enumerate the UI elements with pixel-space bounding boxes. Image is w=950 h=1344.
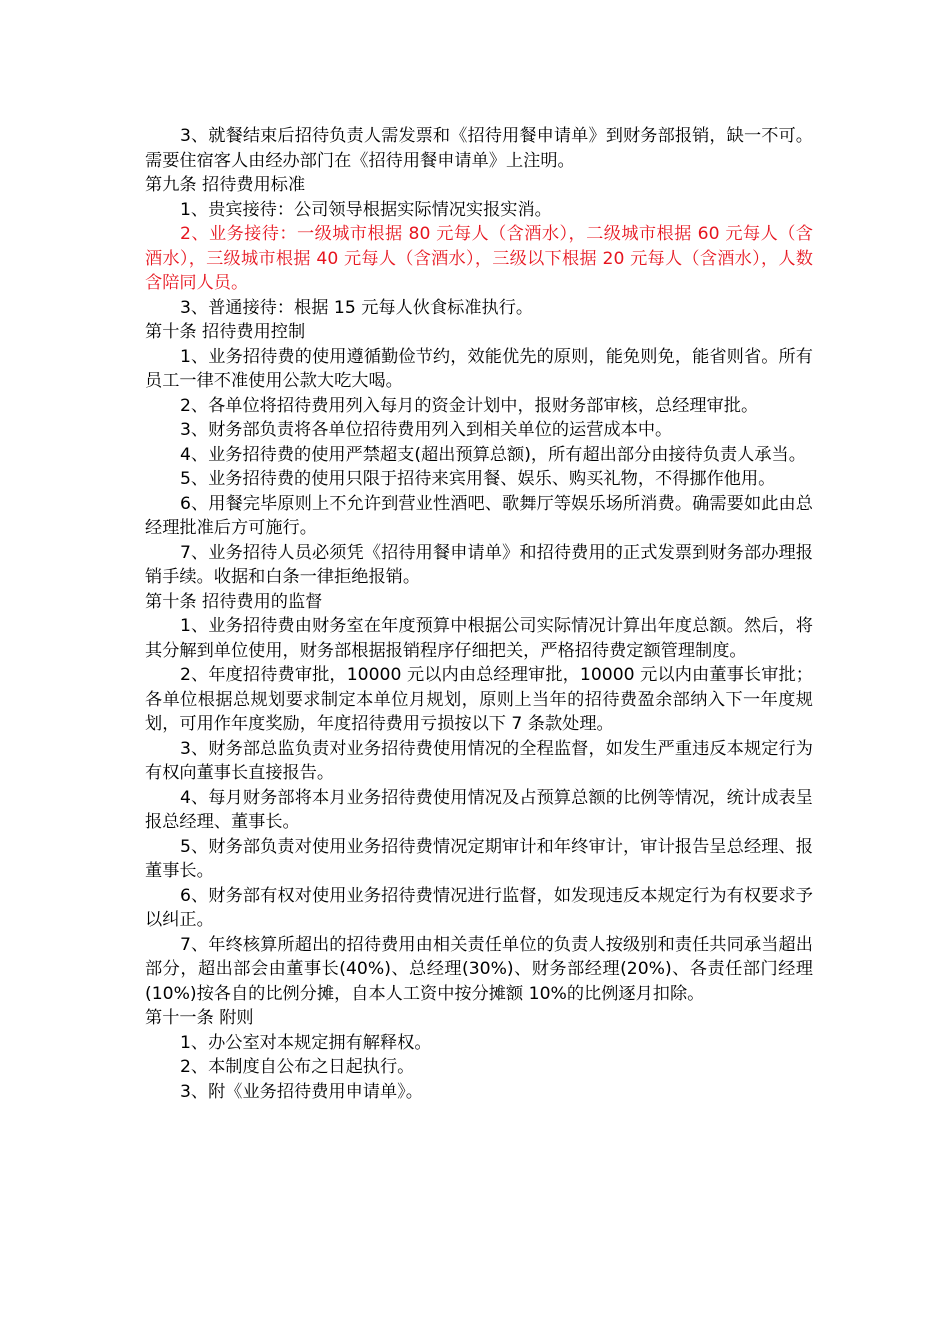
para-supervision-1: 1、业务招待费由财务室在年度预算中根据公司实际情况计算出年度总额。然后，将其分解到单位使用，财务部根据报销程序仔细把关，严格招待费定额管理制度。 [145,616,813,661]
para-normal-reception: 3、普通接待：根据 15 元每人伙食标准执行。 [180,297,534,318]
para-supervision-6: 6、财务部有权对使用业务招待费情况进行监督，如发现违反本规定行为有权要求予以纠正。 [145,885,813,930]
para-control-2: 2、各单位将招待费用列入每月的资金计划中，报财务部审核，总经理审批。 [180,395,759,416]
heading-article-10-supervision: 第十条 招待费用的监督 [145,591,323,612]
para-control-3: 3、财务部负责将各单位招待费用列入到相关单位的运营成本中。 [180,420,673,440]
para-control-1: 1、业务招待费的使用遵循勤俭节约，效能优先的原则，能免则免，能省则省。所有员工一律不准使用公款大吃大喝。 [145,346,813,391]
para-supervision-3: 3、财务部总监负责对业务招待费使用情况的全程监督，如发生严重违反本规定行为有权向董事长直接报告。 [145,738,813,783]
para-control-7: 7、业务招待人员必须凭《招待用餐申请单》和招待费用的正式发票到财务部办理报销手续。收据和白条一律拒绝报销。 [145,542,813,587]
para-appendix-3: 3、附《业务招待费用申请单》。 [180,1081,423,1102]
heading-article-9: 第九条 招待费用标准 [145,175,306,195]
para-supervision-7: 7、年终核算所超出的招待费用由相关责任单位的负责人按级别和责任共同承当超出部分，超出部会由董事长(40%)、总经理(30%)、财务部经理(20%)、各责任部门经理(10%)按各自的比例分摊，自本人工资中按分摊额 10%的比例逐月扣除。 [145,934,813,1004]
heading-article-11: 第十一条 附则 [145,1008,254,1028]
para-vip-reception: 1、贵宾接待：公司领导根据实际情况实报实消。 [180,199,552,220]
para-appendix-1: 1、办公室对本规定拥有解释权。 [180,1032,432,1053]
para-business-reception: 2、业务接待：一级城市根据 80 元每人（含酒水），二级城市根据 60 元每人（含酒水），三级城市根据 40 元每人（含酒水），三级以下根据 20 元每人（含酒水），人数含陪同人员。 [145,224,813,293]
para-supervision-4: 4、每月财务部将本月业务招待费使用情况及占预算总额的比例等情况，统计成表呈报总经理、董事长。 [145,787,813,832]
para-control-6: 6、用餐完毕原则上不允许到营业性酒吧、歌舞厅等娱乐场所消费。确需要如此由总经理批准后方可施行。 [145,493,813,538]
heading-article-10-control: 第十条 招待费用控制 [145,322,306,342]
para-appendix-2: 2、本制度自公布之日起执行。 [180,1057,415,1077]
para-control-4: 4、业务招待费的使用严禁超支(超出预算总额)，所有超出部分由接待负责人承当。 [180,444,806,465]
document-body [145,124,813,1104]
para-supervision-5: 5、财务部负责对使用业务招待费情况定期审计和年终审计，审计报告呈总经理、报董事长。 [145,836,813,881]
para-9-3: 3、就餐结束后招待负责人需发票和《招待用餐申请单》到财务部报销，缺一不可。需要住宿客人由经办部门在《招待用餐申请单》上注明。 [145,126,813,171]
para-supervision-2: 2、年度招待费审批，10000 元以内由总经理审批，10000 元以内由董事长审批；各单位根据总规划要求制定本单位月规划，原则上当年的招待费盈余部纳入下一年度规划，可用作年度奖励，年度招待费用亏损按以下 7 条款处理。 [145,665,813,734]
para-control-5: 5、业务招待费的使用只限于招待来宾用餐、娱乐、购买礼物，不得挪作他用。 [180,469,776,489]
